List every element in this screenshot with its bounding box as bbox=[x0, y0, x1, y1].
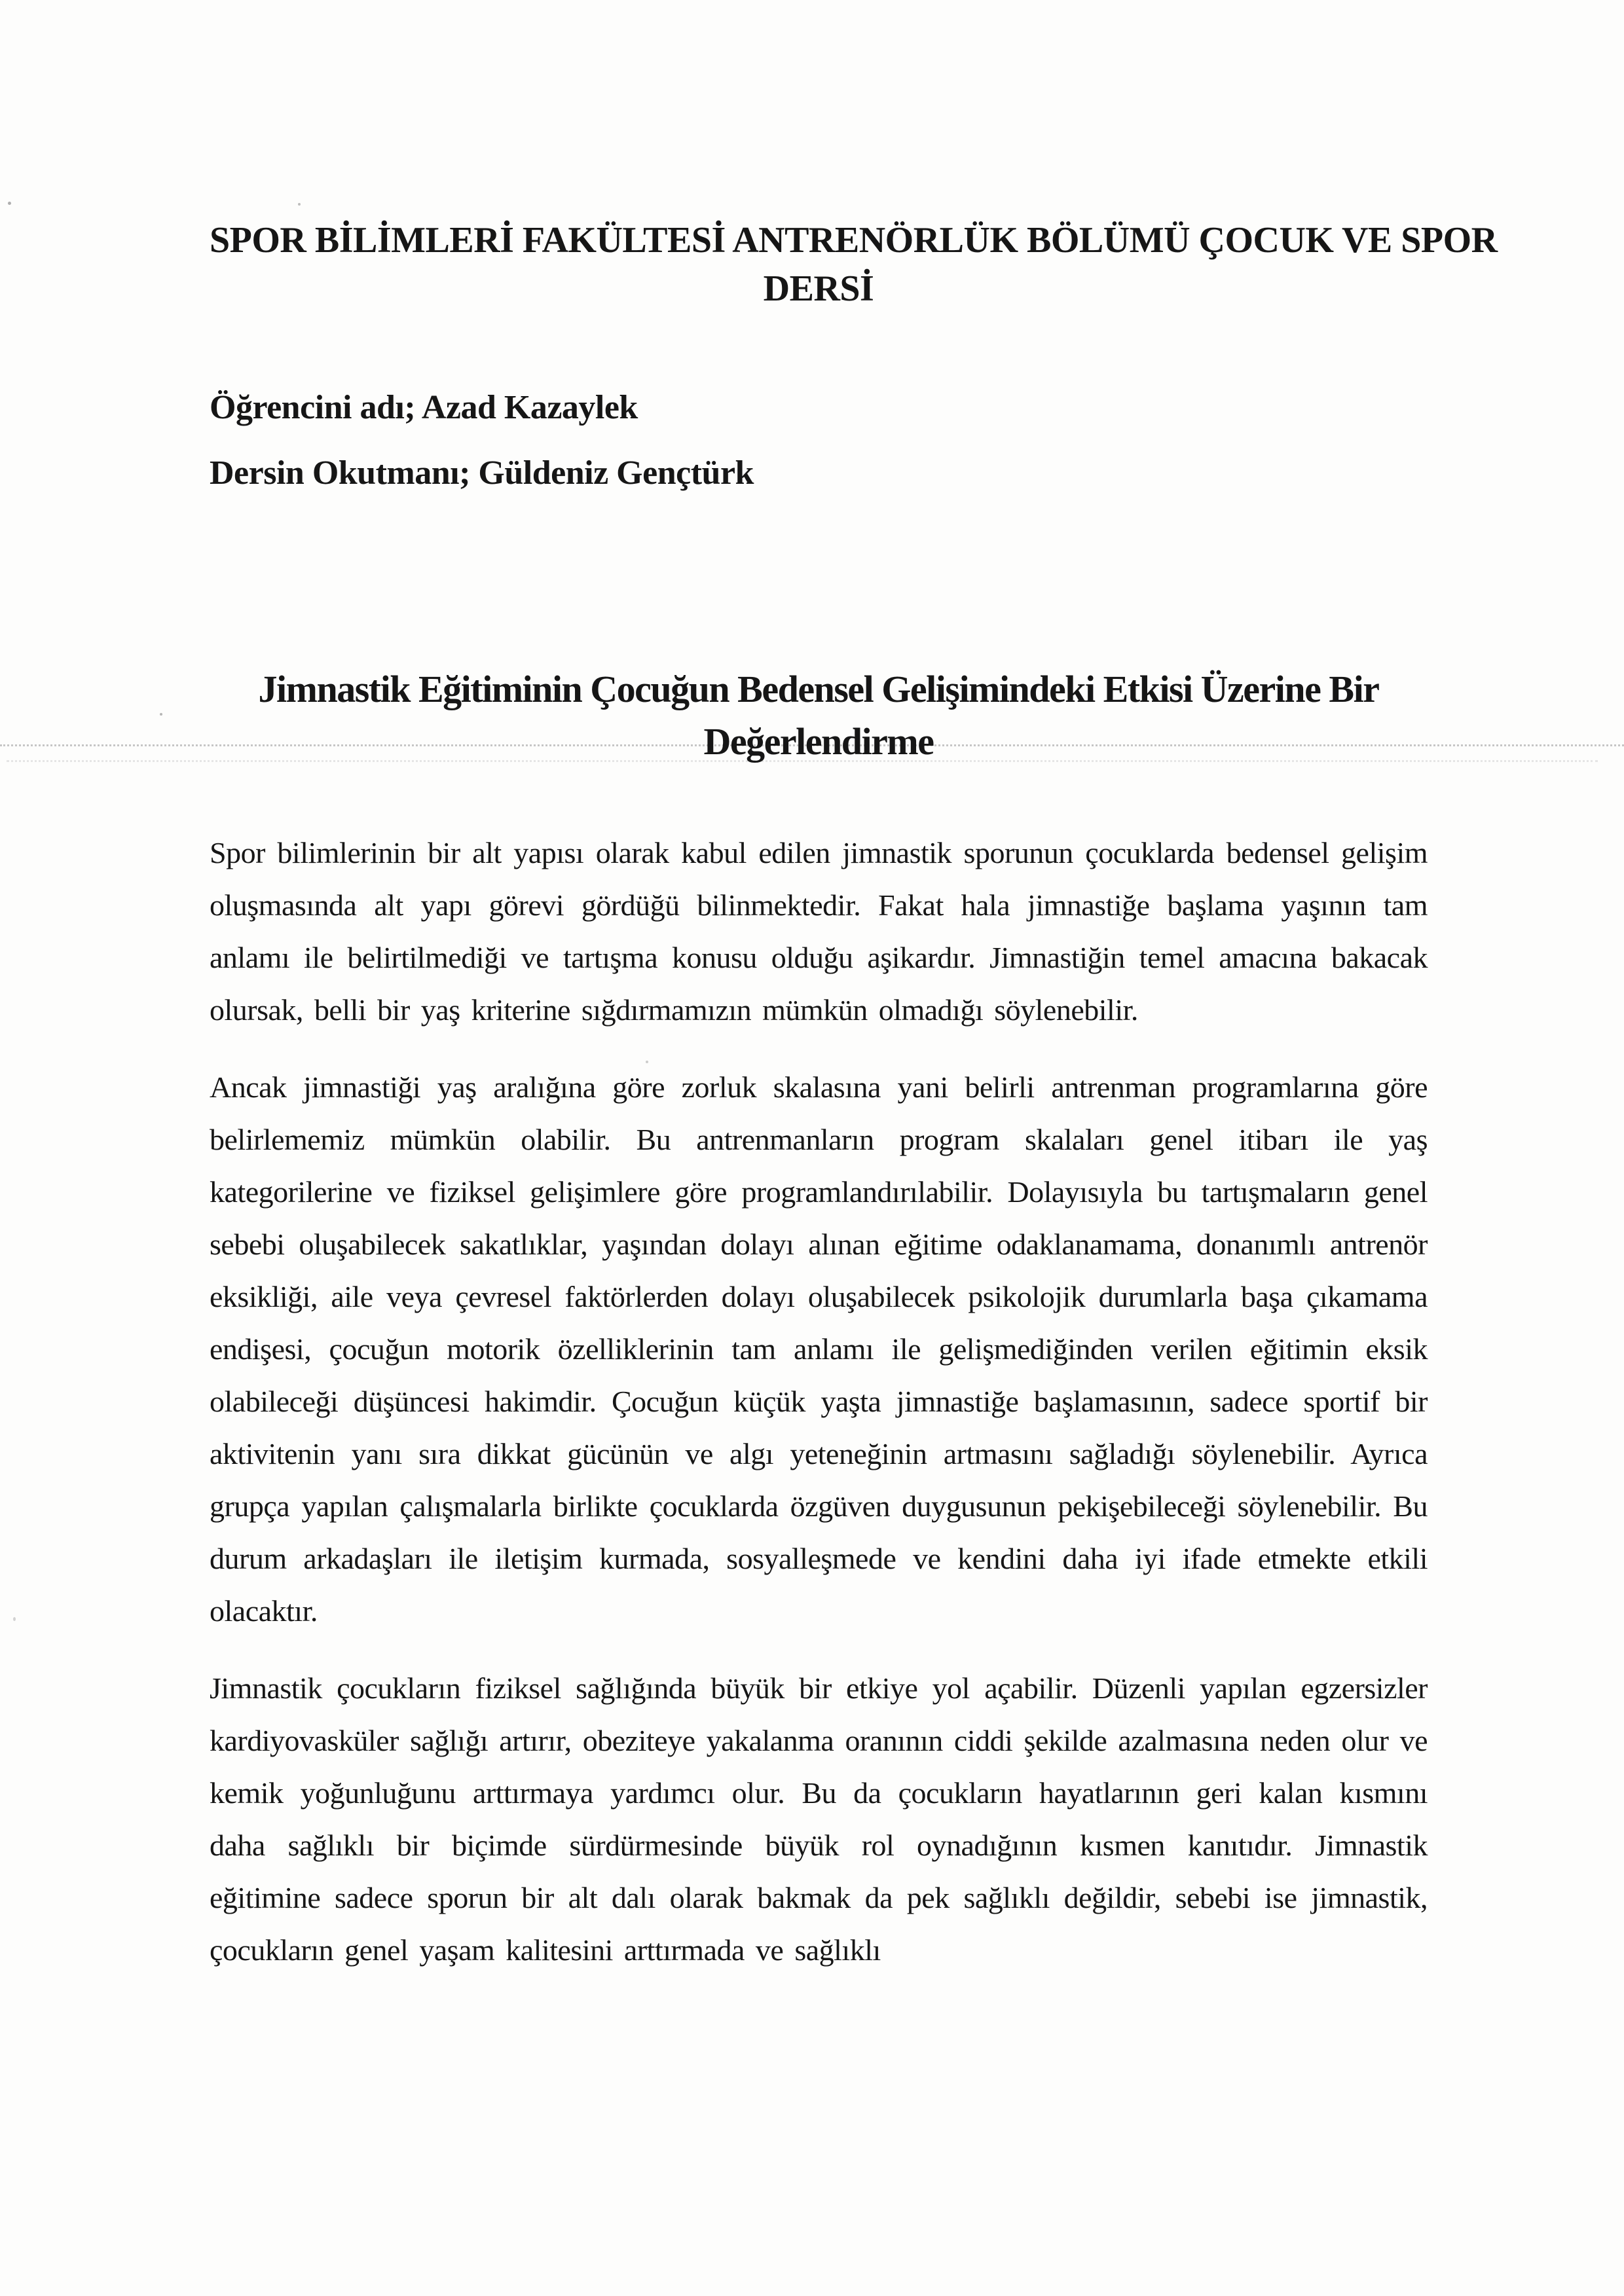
scan-speckle bbox=[298, 203, 301, 206]
instructor-name-line bbox=[210, 441, 1428, 506]
course-header-line-1: SPOR BİLİMLERİ FAKÜLTESİ ANTRENÖRLÜK BÖLÜMÜ ÇOCUK VE SPOR bbox=[210, 220, 1498, 261]
essay-body bbox=[210, 827, 1428, 1977]
essay-title-line-2: Değerlendirme bbox=[703, 720, 934, 763]
student-label: Öğrencini adı; bbox=[210, 389, 416, 426]
scan-speckle bbox=[8, 202, 11, 205]
body-paragraph: Spor bilimlerinin bir alt yapısı olarak kabul edilen jimnastik sporunun çocuklarda bedensel gelişim oluşmasında alt yapı görevi gördüğü bilinmektedir. Fakat hala jimnastiğe başlama yaşının tam anlamı ile belirtilmediği ve tartışma konusu olduğu aşikardır. Jimnastiğin temel amacına bakacak olursak, belli bir yaş kriterine sığdırmamızın mümkün olmadığı söylenebilir. bbox=[210, 836, 1428, 1027]
body-paragraph: Ancak jimnastiği yaş aralığına göre zorluk skalasına yani belirli antrenman programlarına göre belirlememiz mümkün olabilir. Bu antrenmanların program skalaları genel itibarı ile yaş kategorilerine ve fiziksel gelişimlere göre programlandırılabilir. Dolayısıyla bu tartışmaların genel sebebi oluşabilecek sakatlıklar, yaşından dolayı alınan eğitime odaklanamama, donanımlı antrenör eksikliği, aile veya çevresel faktörlerden dolayı oluşabilecek psikolojik durumlarla başa çıkamama endişesi, çocuğun motorik özelliklerinin tam anlamı ile gelişmediğinden verilen eğitimin eksik olabileceği düşüncesi hakimdir. Çocuğun küçük yaşta jimnastiğe başlamasının, sadece sportif bir aktivitenin yanı sıra dikkat gücünün ve algı yeteneğinin artmasını sağladığı söylenebilir. Ayrıca grupça yapılan çalışmalarla birlikte çocuklarda özgüven duygusunun pekişebileceği söylenebilir. Bu durum arkadaşları ile iletişim kurmada, sosyalleşmede ve kendini daha iyi ifade etmekte etkili olacaktır. bbox=[210, 1070, 1428, 1628]
course-header-title bbox=[210, 216, 1498, 313]
essay-title-line-1: Jimnastik Eğitiminin Çocuğun Bedensel Gelişimindeki Etkisi Üzerine Bir bbox=[258, 668, 1379, 710]
instructor-label: Dersin Okutmanı; bbox=[210, 454, 470, 492]
essay-title bbox=[210, 663, 1428, 768]
body-paragraph: Jimnastik çocukların fiziksel sağlığında büyük bir etkiye yol açabilir. Düzenli yapılan egzersizler kardiyovasküler sağlığı artırır, obeziteye yakalanma oranının ciddi şekilde azalmasına neden olur ve kemik yoğunluğunu arttırmaya yardımcı olur. Bu da çocukların hayatlarının geri kalan kısmını daha sağlıklı bir biçimde sürdürmesinde büyük rol oynadığının kısmen kanıtıdır. Jimnastik eğitimine sadece sporun bir alt dalı olarak bakmak da pek sağlıklı değildir, sebebi ise jimnastik, çocukların genel yaşam kalitesini arttırmada ve sağlıklı bbox=[210, 1671, 1428, 1967]
course-header-line-2: DERSİ bbox=[763, 268, 874, 309]
student-name: Azad Kazaylek bbox=[421, 389, 638, 426]
page-content bbox=[0, 216, 1624, 1977]
author-info-block bbox=[210, 375, 1428, 506]
instructor-name: Güldeniz Gençtürk bbox=[478, 454, 754, 492]
student-name-line bbox=[210, 375, 1428, 441]
